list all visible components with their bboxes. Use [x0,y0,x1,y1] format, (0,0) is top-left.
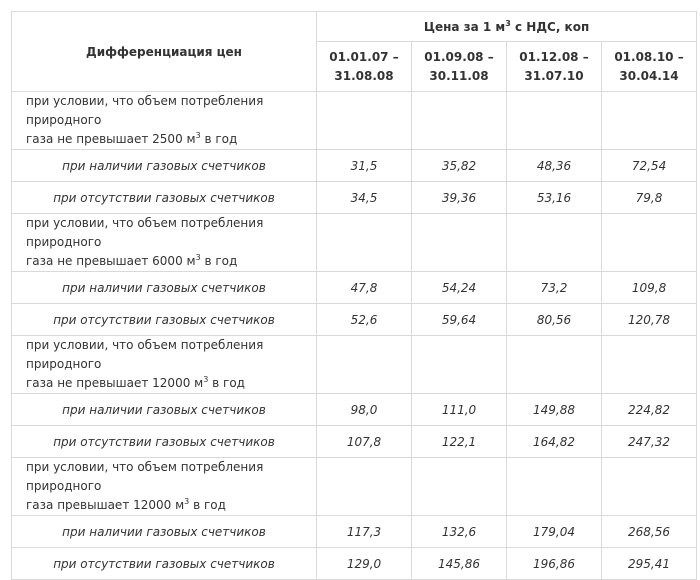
price-value: 179,04 [507,516,602,548]
period-from: 01.01.07 – [329,49,399,64]
price-value: 109,8 [602,272,697,304]
condition-line2-suffix: в год [200,132,238,146]
period-to: 31.08.08 [334,68,394,83]
condition-row [12,214,697,272]
condition-line1: при условии, что объем потребления природного [26,338,264,371]
price-value: 73,2 [507,272,602,304]
table-row [12,426,697,458]
condition-row [12,336,697,394]
price-value: 111,0 [412,394,507,426]
table-row [12,150,697,182]
table-row [12,272,697,304]
price-value: 54,24 [412,272,507,304]
price-header-sup: 3 [505,18,511,28]
price-value: 80,56 [507,304,602,336]
empty-cell [317,92,412,150]
empty-cell [412,336,507,394]
price-value: 132,6 [412,516,507,548]
price-value: 34,5 [317,182,412,214]
price-value: 117,3 [317,516,412,548]
gas-price-table [11,11,697,580]
condition-row [12,92,697,150]
empty-cell [317,458,412,516]
price-value: 39,36 [412,182,507,214]
price-value: 145,86 [412,548,507,580]
price-header-suffix: с НДС, коп [510,19,590,34]
price-value: 35,82 [412,150,507,182]
price-value: 47,8 [317,272,412,304]
condition-line2-suffix: в год [208,376,245,390]
period-to: 31.07.10 [524,68,584,83]
price-value: 98,0 [317,394,412,426]
price-value: 107,8 [317,426,412,458]
price-header [317,12,697,42]
price-value: 59,64 [412,304,507,336]
period-to: 30.11.08 [429,68,489,83]
condition-line2-suffix: в год [189,498,226,512]
period-header [507,42,602,92]
price-value: 164,82 [507,426,602,458]
price-value: 129,0 [317,548,412,580]
condition-cell [12,92,317,150]
price-header-prefix: Цена за 1 м [423,19,506,34]
meter-label: при наличии газовых счетчиков [12,272,317,304]
price-value: 196,86 [507,548,602,580]
meter-label: при наличии газовых счетчиков [12,516,317,548]
period-from: 01.12.08 – [519,49,589,64]
price-value: 247,32 [602,426,697,458]
empty-cell [317,214,412,272]
differentiation-header: Дифференциация цен [12,12,317,92]
empty-cell [317,336,412,394]
condition-line2: газа не превышает 2500 м [26,132,196,146]
condition-line1: при условии, что объем потребления природного [26,94,264,127]
period-from: 01.09.08 – [424,49,494,64]
condition-line2: газа превышает 12000 м [26,498,185,512]
empty-cell [507,458,602,516]
empty-cell [602,92,697,150]
price-value: 72,54 [602,150,697,182]
price-value: 48,36 [507,150,602,182]
price-value: 53,16 [507,182,602,214]
price-value: 31,5 [317,150,412,182]
period-header [317,42,412,92]
condition-cell [12,336,317,394]
condition-sup: 3 [203,375,209,384]
condition-sup: 3 [184,497,190,506]
price-value: 295,41 [602,548,697,580]
price-value: 120,78 [602,304,697,336]
meter-label: при отсутствии газовых счетчиков [12,182,317,214]
table-header [12,12,697,92]
condition-sup: 3 [195,253,201,262]
condition-line1: при условии, что объем потребления природного [26,460,264,493]
meter-label: при отсутствии газовых счетчиков [12,548,317,580]
condition-line2: газа не превышает 6000 м [26,254,196,268]
condition-line1: при условии, что объем потребления природного [26,216,264,249]
empty-cell [507,336,602,394]
empty-cell [602,458,697,516]
condition-line2: газа не превышает 12000 м [26,376,204,390]
condition-cell [12,458,317,516]
condition-line2-suffix: в год [200,254,238,268]
price-value: 268,56 [602,516,697,548]
empty-cell [602,336,697,394]
period-header [602,42,697,92]
meter-label: при наличии газовых счетчиков [12,150,317,182]
meter-label: при отсутствии газовых счетчиков [12,304,317,336]
empty-cell [507,214,602,272]
table-row [12,548,697,580]
table-row [12,304,697,336]
meter-label: при наличии газовых счетчиков [12,394,317,426]
period-to: 30.04.14 [619,68,679,83]
table-row [12,516,697,548]
empty-cell [507,92,602,150]
period-from: 01.08.10 – [614,49,684,64]
price-value: 149,88 [507,394,602,426]
empty-cell [602,214,697,272]
price-value: 79,8 [602,182,697,214]
table-row [12,394,697,426]
meter-label: при отсутствии газовых счетчиков [12,426,317,458]
condition-cell [12,214,317,272]
empty-cell [412,214,507,272]
condition-row [12,458,697,516]
condition-sup: 3 [195,131,201,140]
empty-cell [412,458,507,516]
price-value: 52,6 [317,304,412,336]
period-header [412,42,507,92]
price-value: 122,1 [412,426,507,458]
price-value: 224,82 [602,394,697,426]
table-row [12,182,697,214]
empty-cell [412,92,507,150]
table-body [12,92,697,580]
